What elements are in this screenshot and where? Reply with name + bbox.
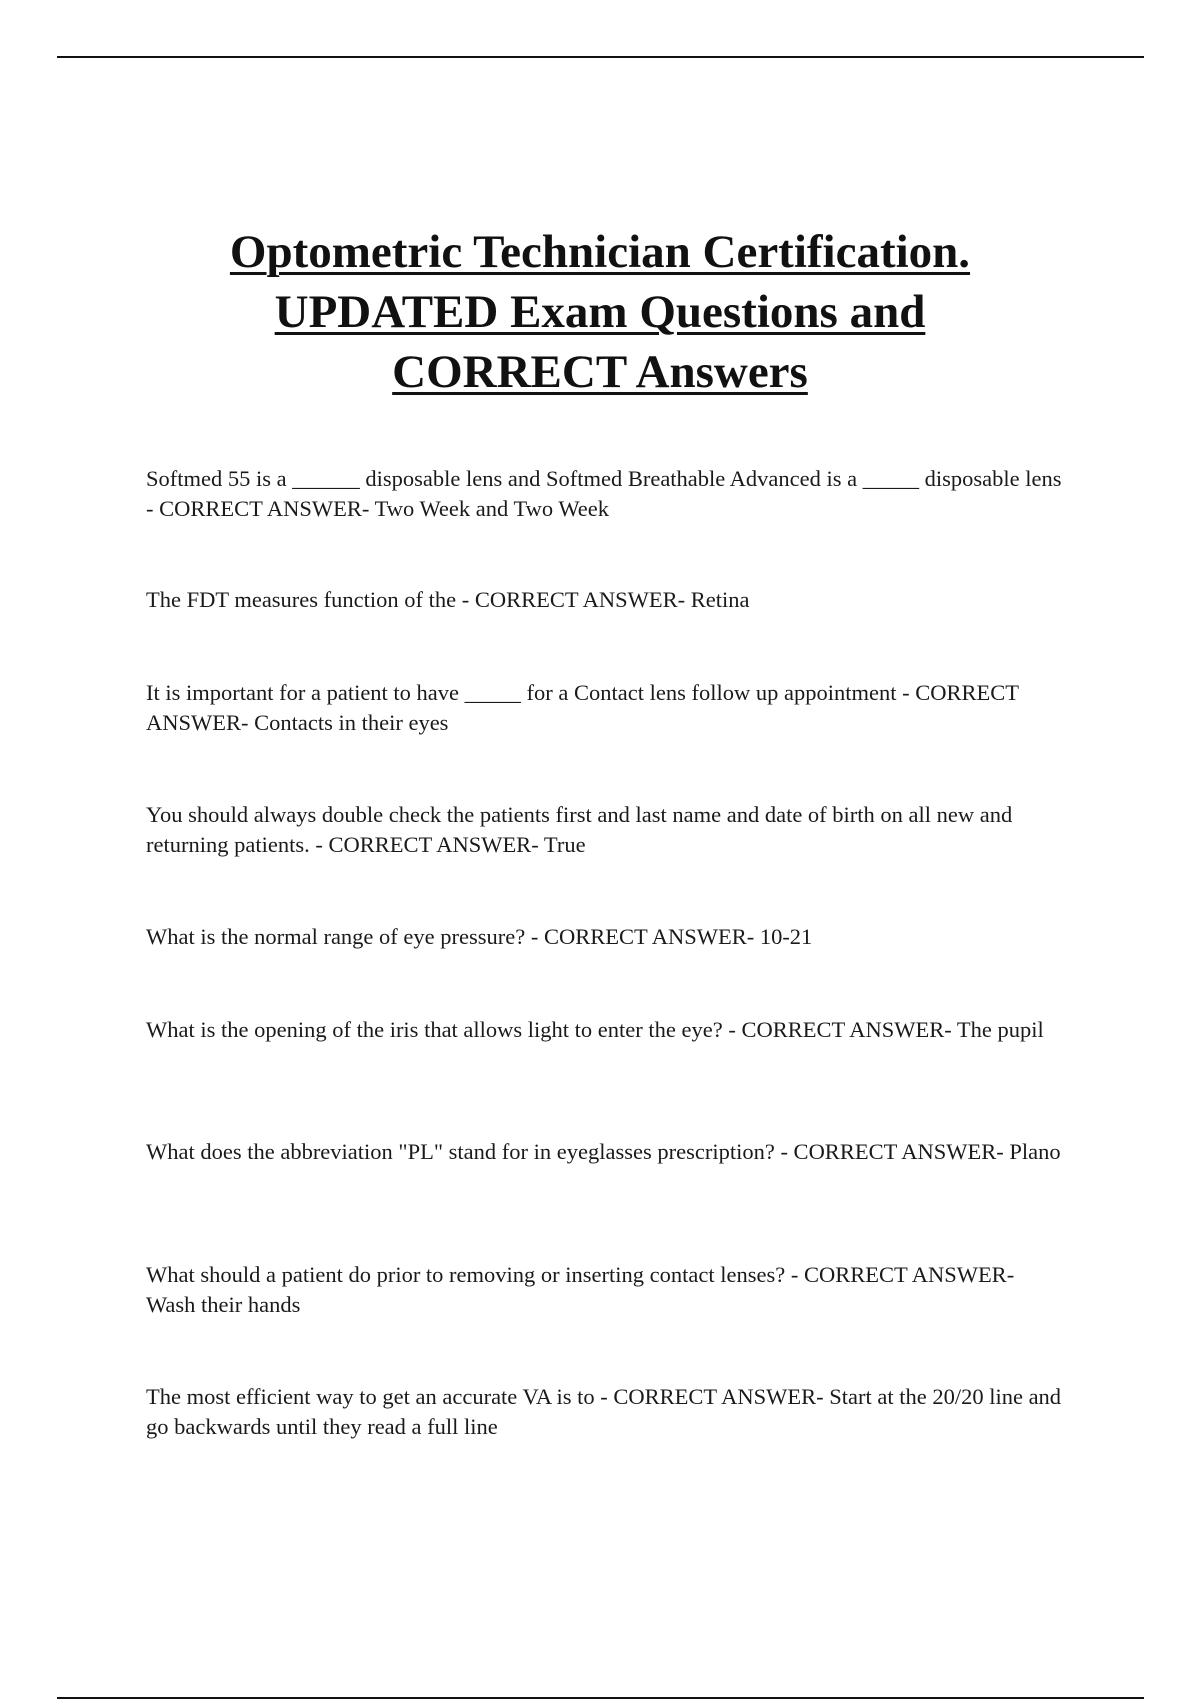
qa-item-3: It is important for a patient to have _____ for a Contact lens follow up appointment - CORRECT ANSWER- Contacts in their eyes — [146, 680, 1019, 735]
qa-item-4: You should always double check the patients first and last name and date of birth on all new and returning patients. - CORRECT ANSWER- True — [146, 802, 1013, 857]
qa-item-2: The FDT measures function of the - CORRECT ANSWER- Retina — [146, 587, 750, 612]
qa-item-6: What is the opening of the iris that allows light to enter the eye? - CORRECT ANSWER- The pupil — [146, 1017, 1044, 1042]
title-line-1: Optometric Technician Certification. — [229, 226, 971, 278]
title-line-2: UPDATED Exam Questions and — [274, 286, 926, 338]
qa-item-1: Softmed 55 is a ______ disposable lens and Softmed Breathable Advanced is a _____ disposable lens - CORRECT ANSWER- Two Week and Two Week — [146, 466, 1062, 521]
document-title — [60, 222, 1140, 402]
qa-item-8: What should a patient do prior to removing or inserting contact lenses? - CORRECT ANSWER- Wash their hands — [146, 1262, 1015, 1317]
qa-item-9: The most efficient way to get an accurate VA is to - CORRECT ANSWER- Start at the 20/20 line and go backwards until they read a full line — [146, 1384, 1062, 1439]
top-rule — [57, 56, 1144, 58]
bottom-rule — [57, 1697, 1144, 1699]
title-line-3: CORRECT Answers — [392, 346, 808, 398]
qa-item-7: What does the abbreviation "PL" stand for in eyeglasses prescription? - CORRECT ANSWER- Plano — [146, 1139, 1061, 1164]
qa-item-5: What is the normal range of eye pressure? - CORRECT ANSWER- 10-21 — [146, 924, 813, 949]
